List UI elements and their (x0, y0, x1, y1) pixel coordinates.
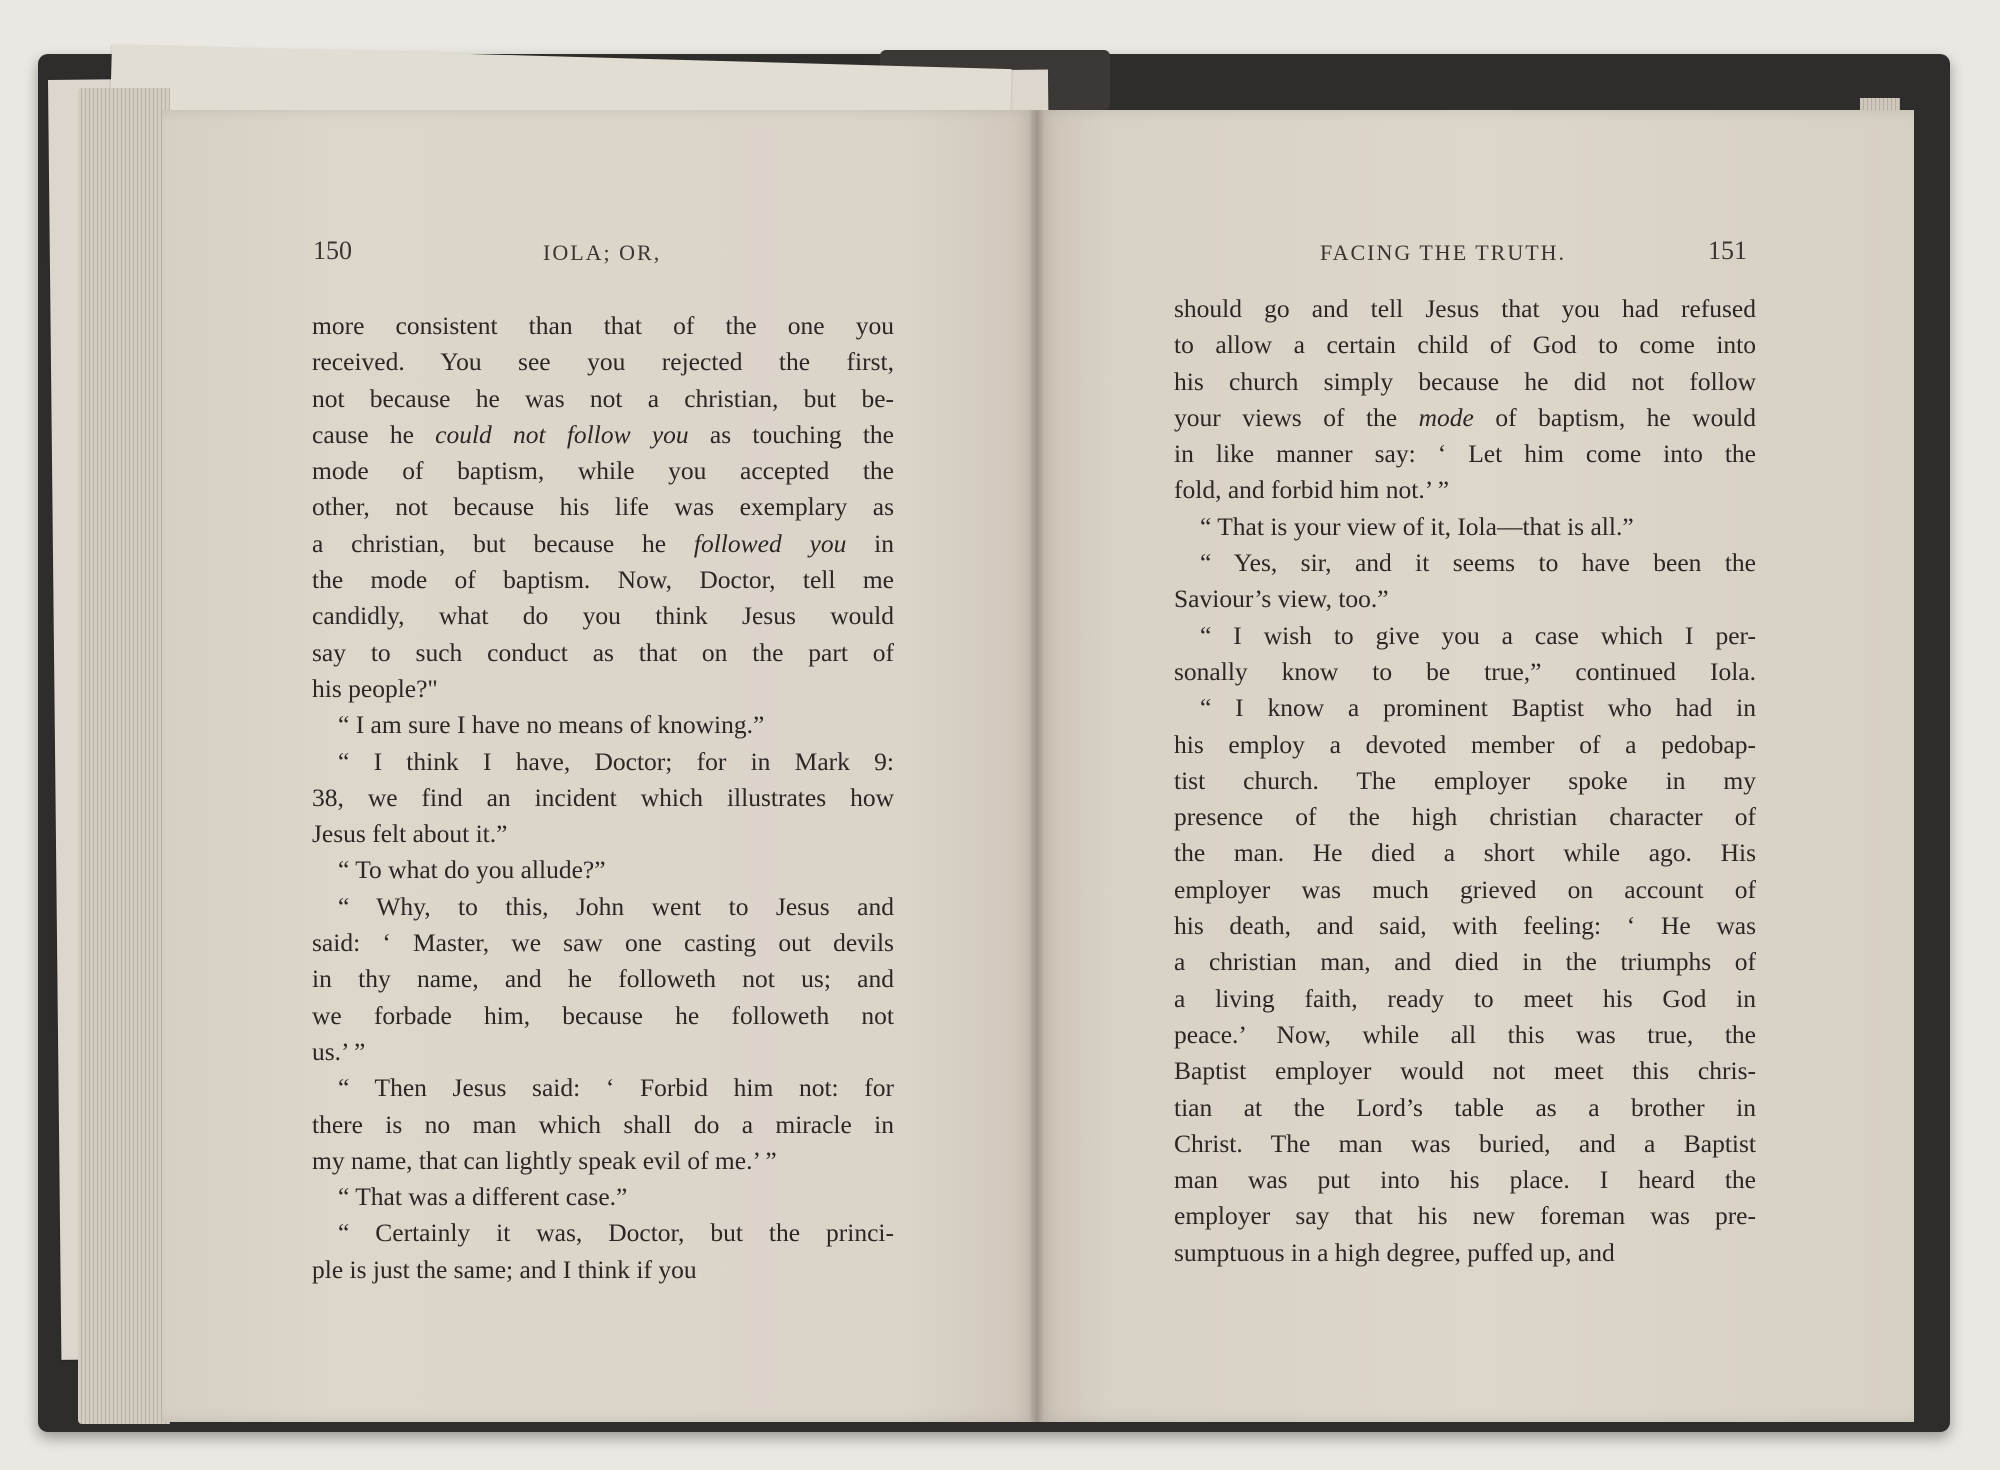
text-line: other, not because his life was exemplary as (312, 492, 894, 522)
text-line: said: ‘ Master, we saw one casting out devils (312, 928, 894, 958)
text-line: Jesus felt about it.” (312, 819, 508, 849)
text-line: there is no man which shall do a miracle in (312, 1109, 894, 1139)
text-line: say to such conduct as that on the part of (312, 637, 894, 667)
text-line: the man. He died a short while ago. His (1174, 838, 1756, 868)
text-line: candidly, what do you think Jesus would (312, 601, 894, 631)
text-line: a living faith, ready to meet his God in (1174, 983, 1756, 1013)
text-line: “ That was a different case.” (338, 1182, 628, 1212)
text-line: employer say that his new foreman was pre- (1174, 1201, 1756, 1231)
text-line: mode of baptism, while you accepted the (312, 456, 894, 486)
text-line: your views of the mode of baptism, he would (1174, 402, 1756, 432)
text-line: the mode of baptism. Now, Doctor, tell me (312, 565, 894, 595)
text-line: “ Why, to this, John went to Jesus and (338, 891, 894, 921)
text-line: his death, and said, with feeling: ‘ He was (1174, 911, 1756, 941)
text-line: presence of the high christian character of (1174, 802, 1756, 832)
text-line: more consistent than that of the one you (312, 311, 894, 340)
text-line: peace.’ Now, while all this was true, the (1174, 1019, 1756, 1049)
text-line: a christian man, and died in the triumphs of (1174, 947, 1756, 977)
text-line: man was put into his place. I heard the (1174, 1165, 1756, 1195)
book-gutter (1030, 110, 1044, 1422)
right-page-number: 151 (1708, 236, 1747, 265)
text-line: employer was much grieved on account of (1174, 874, 1756, 904)
text-line: to allow a certain child of God to come into (1174, 330, 1756, 360)
text-line: tist church. The employer spoke in my (1174, 765, 1756, 795)
text-line: sonally know to be true,” continued Iola. (1174, 656, 1756, 686)
text-line: his people?" (312, 673, 438, 703)
text-line: “ That is your view of it, Iola—that is all.” (1200, 511, 1634, 541)
text-line: his employ a devoted member of a pedobap- (1174, 729, 1756, 759)
text-line: not because he was not a christian, but be- (312, 383, 894, 413)
text-line: “ Then Jesus said: ‘ Forbid him not: for (338, 1073, 894, 1103)
left-running-head: IOLA; OR, (543, 240, 662, 265)
text-line: Baptist employer would not meet this chris- (1174, 1056, 1756, 1086)
right-running-head: FACING THE TRUTH. (1320, 240, 1567, 265)
text-line: “ Certainly it was, Doctor, but the princi- (338, 1218, 894, 1248)
text-line: 38, we find an incident which illustrates how (312, 782, 894, 812)
text-line: “ I think I have, Doctor; for in Mark 9: (338, 746, 894, 776)
text-line: cause he could not follow you as touching the (312, 419, 894, 449)
text-line: his church simply because he did not follow (1174, 366, 1756, 396)
text-line: should go and tell Jesus that you had refused (1174, 294, 1756, 323)
text-line: received. You see you rejected the first, (312, 347, 894, 377)
text-line: fold, and forbid him not.’ ” (1174, 475, 1450, 505)
text-line: sumptuous in a high degree, puffed up, and (1174, 1237, 1615, 1267)
text-line: “ Yes, sir, and it seems to have been the (1200, 548, 1756, 578)
text-line: in like manner say: ‘ Let him come into the (1174, 439, 1756, 469)
text-line: “ I am sure I have no means of knowing.” (338, 710, 765, 740)
text-line: tian at the Lord’s table as a brother in (1174, 1092, 1756, 1122)
text-line: Christ. The man was buried, and a Baptist (1174, 1128, 1756, 1158)
text-line: “ I wish to give you a case which I per- (1200, 620, 1756, 650)
page-edges-left (78, 88, 170, 1424)
left-page-number: 150 (313, 236, 352, 265)
left-page-text (312, 308, 894, 1288)
text-line: in thy name, and he followeth not us; and (312, 964, 894, 994)
text-line: we forbade him, because he followeth not (312, 1000, 894, 1030)
text-line: “ I know a prominent Baptist who had in (1200, 693, 1756, 723)
right-page-text (1174, 291, 1756, 1271)
text-line: a christian, but because he followed you in (312, 528, 894, 558)
text-line: us.’ ” (312, 1036, 366, 1066)
text-line: Saviour’s view, too.” (1174, 584, 1389, 614)
text-line: ple is just the same; and I think if you (312, 1254, 697, 1284)
text-line: my name, that can lightly speak evil of me.’ ” (312, 1145, 777, 1175)
text-line: “ To what do you allude?” (338, 855, 606, 885)
